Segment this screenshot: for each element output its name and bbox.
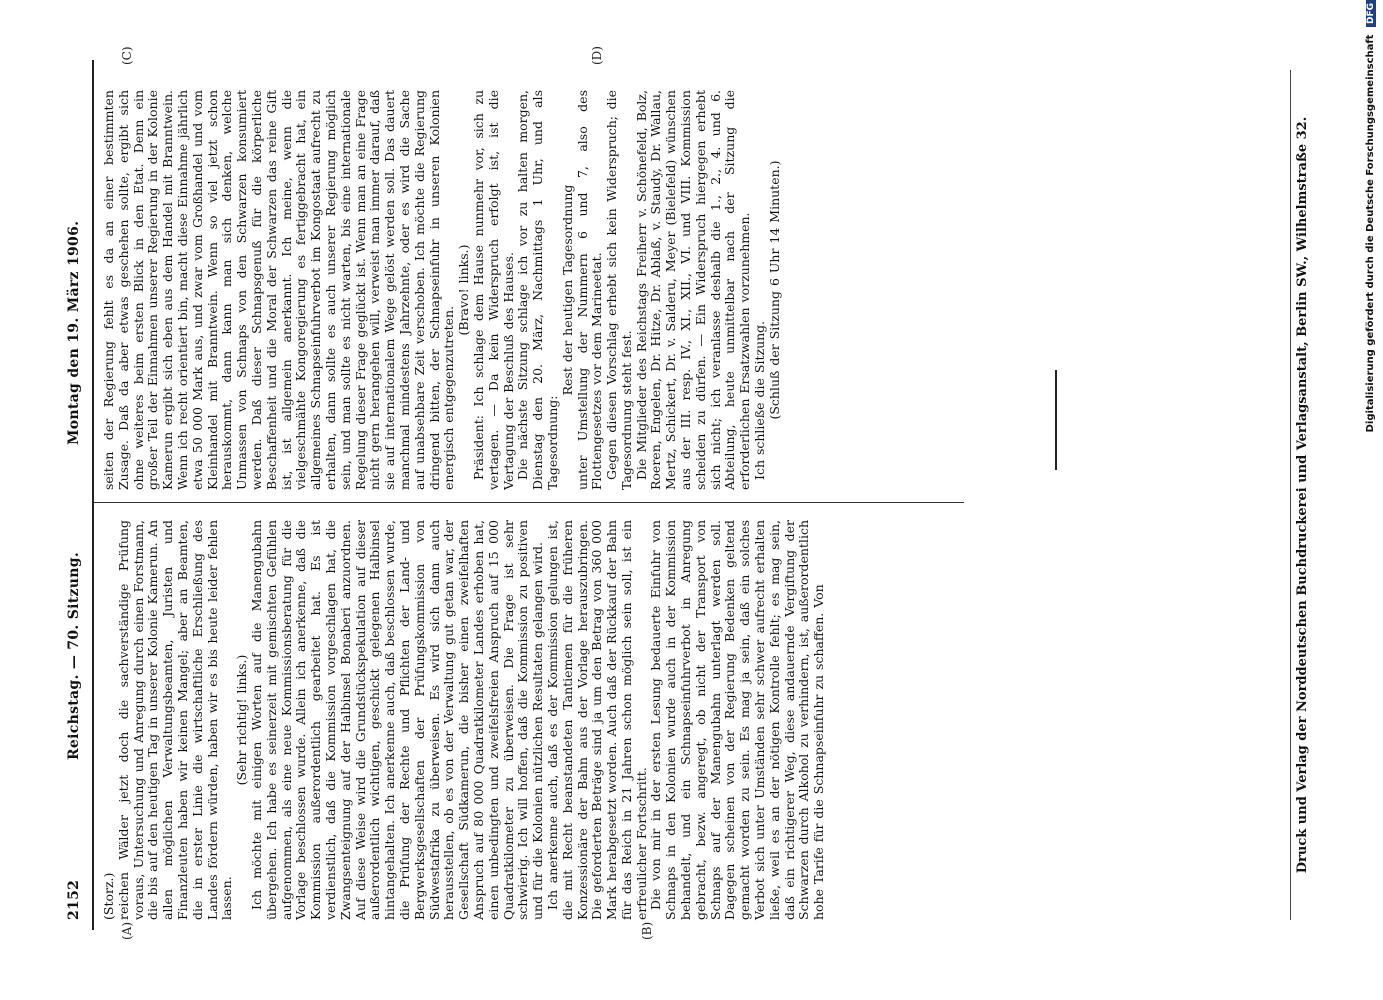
- paragraph: unter Umstellung der Nummern 6 und 7, also des Flottengesetzes vor dem Marineetat.: [574, 90, 605, 490]
- margin-mark-a: (A): [120, 921, 134, 940]
- digitization-note: [1365, 0, 1376, 700]
- printer-footer: Druck und Verlag der Norddeutschen Buchdruckerei und Verlagsanstalt, Berlin SW., Wilhelmstraße 32.: [1295, 116, 1310, 874]
- margin-mark-c: (C): [120, 46, 134, 65]
- margin-mark-b: (B): [640, 921, 654, 940]
- page-number: 2152: [66, 879, 82, 920]
- header-rule: [92, 60, 94, 930]
- paragraph: Ich anerkenne auch, daß es der Kommission gelungen ist, die mit Recht beanstandeten Tantiemen für die früheren Konzessionäre der Bahn aus der Vorlage herauszubringen. Die geforderten Beträge sind ja um den Betrag von 360 000 Mark herabgesetzt worden. Auch daß der Rückkauf der Bahn für das Reich in 21 Jahren schon möglich sein soll, ist ein erfreulicher Fortschritt.: [544, 520, 649, 920]
- paragraph: Die Mitglieder des Reichstags Freiherr v. Schönefeld, Bolz, Roeren, Engelen, Dr. Hitze, Dr. Ablaß, v. Staudy, Dr. Wallau, Mertz, Schickert, Dr. v. Salderu, Meyer (Bielefeld) wünschen aus der III. resp. IV., XI., XII., VI. und VIII. Kommission scheiden zu dürfen. — Ein Widerspruch hiergegen erhebt sich nicht; ich veranlasse deshalb die 1., 2., 4. und 6. Abteilung, heute unmittelbar nach der Sitzung die erforderlichen Ersatzwahlen vorzunehmen.: [633, 90, 753, 490]
- end-rule: [1055, 370, 1057, 470]
- paragraph: Ich möchte mit einigen Worten auf die Manengubahn übergehen. Ich habe es seinerzeit mit gemischten Gefühlen aufgenommen, als eine neue Kommissionsberatung für die Vorlage beschlossen wurde. Allein ich anerkenne, daß die Kommission außerordentlich gearbeitet hat. Es ist verdienstlich, daß die Kommission vorgeschlagen hat, die Zwangsenteignung auf der Halbinsel Bonaberi anzuordnen. Auf diese Weise wird die Grundstückspekulation auf dieser außerordentlich wichtigen, geschickt gelegenen Halbinsel hintangehalten. Ich anerkenne auch, daß beschlossen wurde, die Prüfung der Rechte und Pflichten der Land- und Bergwerksgesellschaften der Prüfungskommission von Südwestafrika zu überweisen. Es wird sich dann auch herausstellen, ob es von der Verwaltung gut getan war, der Gesellschaft Südkamerun, die bisher einen zweifelhaften Anspruch auf 80 000 Quadratkilometer Landes erhoben hat, einen unbedingten und zweifelsfreien Anspruch auf 15 000 Quadratkilometer zu überweisen. Die Frage ist sehr schwierig. Ich will hoffen, daß die Kommission zu positiven und für die Kolonien nützlichen Resultaten gelangen wird.: [248, 520, 546, 920]
- closing-note: (Schluß der Sitzung 6 Uhr 14 Minuten.): [766, 160, 782, 420]
- interjection: (Sehr richtig! links.): [234, 654, 250, 786]
- right-column: [102, 90, 783, 490]
- session-date: Montag den 19. März 1906.: [66, 220, 82, 445]
- footer-rule: [1290, 70, 1291, 920]
- paragraph: Ich schließe die Sitzung.: [752, 320, 768, 480]
- paragraph: reichen Wälder jetzt doch die sachverständige Prüfung voraus, Untersuchung und Anregung durch einen Forstmann, die bis auf den heutigen Tag in unserer Kolonie Kamerun. An allen möglichen Verwaltungsbeamten, Juristen und Finanzleuten haben wir keinen Mangel; aber an Beamten, die in erster Linie die wirtschaftliche Erschließung des Landes fördern würden, haben wir es bis heute leider fehlen lassen.: [115, 520, 235, 920]
- paragraph: seiten der Regierung fehlt es da an einer bestimmten Zusage. Daß da aber etwas geschehen sollte, ergibt sich ohne weiteres beim ersten Blick in den Etat. Denn ein großer Teil der Einnahmen unserer Regierung in der Kolonie Kamerun ergibt sich eben aus dem Handel mit Branntwein. Wenn ich recht orientiert bin, macht diese Einnahme jährlich etwa 50 000 Mark aus, und zwar vom Großhandel und vom Kleinhandel mit Branntwein. Wenn so viel jetzt schon herauskommt, dann kann man sich denken, welche Unmassen von Schnaps von den Schwarzen konsumiert werden. Daß dieser Schnapsgenuß für die körperliche Beschaffenheit und die Moral der Schwarzen das reine Gift ist, ist allgemein anerkannt. Ich meine, wenn die vielgeschmähte Kongoregierung es fertiggebracht hat, ein allgemeines Schnapseinfuhrverbot im Kongostaat aufrecht zu erhalten, dann sollte es auch unserer Regierung möglich sein, und man sollte es nicht warten, bis eine internationale Regelung dieser Frage geglückt ist. Wenn man an eine Frage nicht gern herangehen will, verweist man immer darauf, daß sie auf internationalem Wege gelöst werden soll. Das dauert manchmal mindestens Jahrzehnte, oder es wird die Sache auf unabsehbare Zeit verschoben. Ich möchte die Regierung dringend bitten, der Schnapseinfuhr in unseren Kolonien energisch entgegenzutreten.: [101, 90, 457, 490]
- speaker-label: (Storz.): [101, 872, 116, 920]
- dfg-logo-icon: DFG: [1366, 0, 1376, 27]
- column-divider: [94, 502, 964, 503]
- left-column: [102, 520, 827, 920]
- president-statement: Präsident: Ich schlage dem Hause nunmehr vor, sich zu vertagen. — Da kein Widerspruch erfolgt ist, ist die Vertagung der Beschluß des Hauses.: [470, 90, 516, 490]
- sitting-title: Reichstag. — 70. Sitzung.: [66, 552, 82, 760]
- margin-mark-d: (D): [590, 46, 604, 65]
- agenda-item: Rest der heutigen Tagesordnung: [559, 184, 575, 396]
- paragraph: Gegen diesen Vorschlag erhebt sich kein Widerspruch; die Tagesordnung steht fest.: [604, 90, 634, 490]
- interjection: (Bravo! links.): [456, 244, 472, 336]
- paragraph: Die von mir in der ersten Lesung bedauerte Einfuhr von Schnaps in den Kolonien wurde auch in der Kommission behandelt, und ein Schnapseinfuhrverbot in Anregung gebracht, bezw. angeregt, ob nicht der Transport von Schnaps auf der Manengubahn unterlagt werden soll. Dagegen scheinen von der Regierung Bedenken geltend gemacht worden zu sein. Es mag ja sein, daß ein solches Verbot sich unter Umständen sehr schwer aufrecht erhalten ließe, weil es an der nötigen Kontrolle fehlt; es mag sein, daß ein richtigerer Weg, diese andauernde Vergiftung der Schwarzen durch Alkohol zu verhindern, ist, außerordentlich hohe Tarife für die Schnapseinfuhr zu schaffen. Von: [648, 520, 827, 920]
- page-header: [62, 80, 90, 920]
- paragraph: Die nächste Sitzung schlage ich vor zu halten morgen, Dienstag den 20. März, Nachmittags 1 Uhr, und als Tagesordnung:: [515, 90, 560, 490]
- digitization-text: Digitalisierung gefördert durch die Deutsche Forschungsgemeinschaft: [1365, 34, 1376, 433]
